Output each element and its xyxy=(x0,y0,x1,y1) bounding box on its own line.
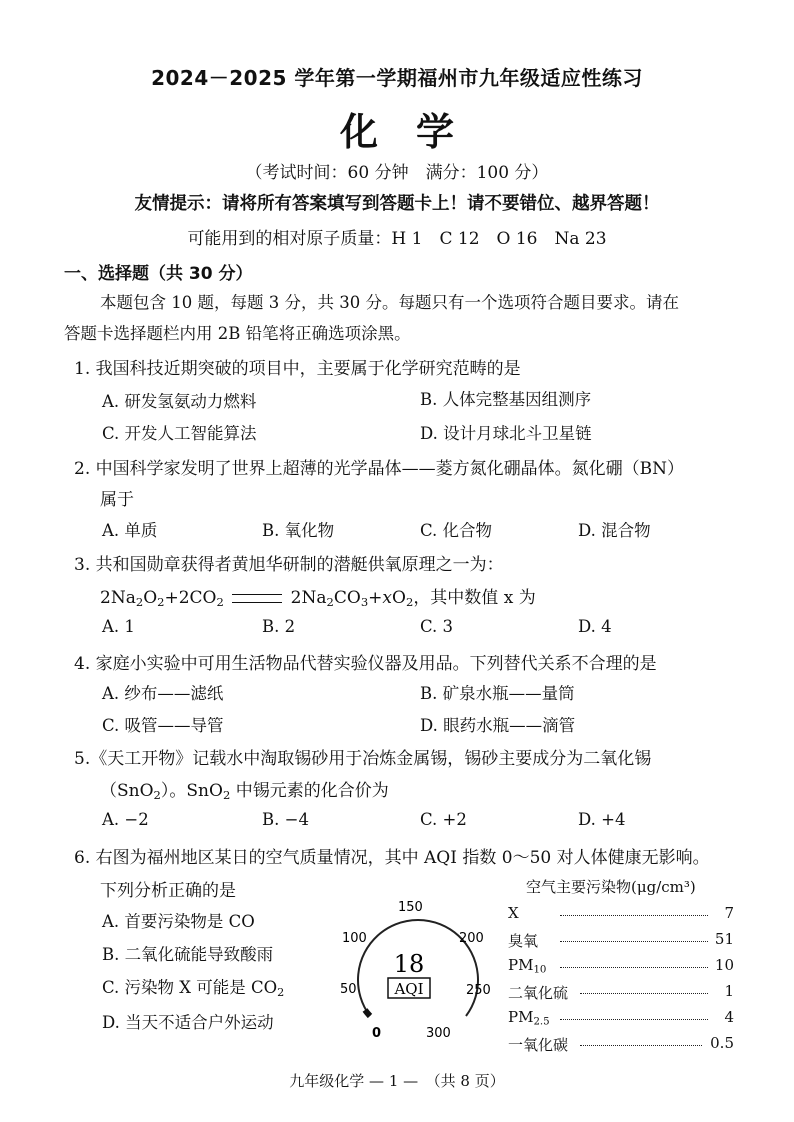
q2-option-d: D. 混合物 xyxy=(578,521,651,540)
page-footer: 九年级化学 — 1 — （共 8 页） xyxy=(289,1072,505,1090)
gauge-tick-50: 50 xyxy=(340,982,357,997)
friendly-tip: 友情提示：请将所有答案填写到答题卡上！请不要错位、越界答题！ xyxy=(134,194,660,214)
pollutant-name: $PM_{2.5}$ xyxy=(508,1008,550,1028)
subject-title: 化 学 xyxy=(339,110,454,154)
question-6-stem-cont: 下列分析正确的是 xyxy=(100,881,236,901)
equation-reactants: $2Na_2O_2+2CO_2$ xyxy=(100,588,224,609)
pollutant-row-pm25 xyxy=(508,1008,734,1030)
question-2-stem-cont: 属于 xyxy=(100,490,134,510)
pollutant-row-ozone xyxy=(508,930,734,952)
question-5-stem-cont: （SnO$_2$）。SnO$_2$ 中锡元素的化合价为 xyxy=(100,781,389,802)
q3-option-b: B. 2 xyxy=(262,617,296,636)
leader-dots xyxy=(580,1045,702,1046)
aqi-gauge xyxy=(332,892,502,1042)
q1-option-b: B. 人体完整基因组测序 xyxy=(420,390,592,409)
leader-dots xyxy=(560,915,708,916)
q5-option-d: D. +4 xyxy=(578,810,626,829)
q1-option-a: A. 研发氢氨动力燃料 xyxy=(102,392,257,411)
q1-option-d: D. 设计月球北斗卫星链 xyxy=(420,424,592,443)
pollutant-value: 0.5 xyxy=(710,1034,734,1052)
q1-option-c: C. 开发人工智能算法 xyxy=(102,424,257,443)
atomic-masses: 可能用到的相对原子质量：H 1 C 12 O 16 Na 23 xyxy=(187,229,607,249)
q4-option-a: A. 纱布——滤纸 xyxy=(102,684,224,703)
q6-option-b: B. 二氧化硫能导致酸雨 xyxy=(102,945,274,964)
gauge-tick-200: 200 xyxy=(459,931,484,946)
pollutant-name: 臭氧 xyxy=(508,932,539,950)
q5-option-b: B. −4 xyxy=(262,810,309,829)
pollutant-row-so2 xyxy=(508,982,734,1004)
leader-dots xyxy=(560,967,708,968)
pollutant-value: 51 xyxy=(714,930,734,948)
pollutant-value: 1 xyxy=(724,982,734,1000)
gauge-tick-100: 100 xyxy=(342,931,367,946)
pollutant-name: 一氧化碳 xyxy=(508,1036,569,1054)
aqi-value: 18 xyxy=(393,950,425,978)
q2-option-b: B. 氧化物 xyxy=(262,521,335,540)
question-3-tail: ，其中数值 x 为 xyxy=(413,588,536,608)
pollutant-name: $PM_{10}$ xyxy=(508,956,547,976)
aqi-label: AQI xyxy=(394,980,424,998)
leader-dots xyxy=(560,941,708,942)
equation-equals-sign xyxy=(232,594,282,603)
section-intro-line2: 答题卡选择题栏内用 2B 铅笔将正确选项涂黑。 xyxy=(64,324,411,343)
question-3-equation xyxy=(100,583,536,609)
question-3-stem: 3. 共和国勋章获得者黄旭华研制的潜艇供氧原理之一为： xyxy=(74,555,504,575)
section-heading: 一、选择题（共 30 分） xyxy=(64,264,253,284)
q3-option-a: A. 1 xyxy=(102,617,135,636)
leader-dots xyxy=(560,1019,708,1020)
question-1-stem: 1. 我国科技近期突破的项目中，主要属于化学研究范畴的是 xyxy=(74,359,521,379)
q3-option-c: C. 3 xyxy=(420,617,454,636)
q3-option-d: D. 4 xyxy=(578,617,612,636)
exam-title: 2024－2025 学年第一学期福州市九年级适应性练习 xyxy=(151,66,643,90)
q6-option-d: D. 当天不适合户外运动 xyxy=(102,1013,274,1032)
q2-option-c: C. 化合物 xyxy=(420,521,493,540)
pollutant-row-pm10 xyxy=(508,956,734,978)
q4-option-d: D. 眼药水瓶——滴管 xyxy=(420,716,576,735)
q6-option-a: A. 首要污染物是 CO xyxy=(102,912,255,931)
gauge-tick-300: 300 xyxy=(426,1026,451,1041)
q4-option-b: B. 矿泉水瓶——量筒 xyxy=(420,684,575,703)
q2-option-a: A. 单质 xyxy=(102,521,158,540)
pollutant-name: X xyxy=(508,904,519,922)
pollutant-list-title: 空气主要污染物(μg/cm³) xyxy=(526,878,696,896)
leader-dots xyxy=(580,993,708,994)
question-2-stem: 2. 中国科学家发明了世界上超薄的光学晶体——菱方氮化硼晶体。氮化硼（BN） xyxy=(74,459,684,479)
pollutant-value: 7 xyxy=(724,904,734,922)
gauge-value-arc xyxy=(365,1010,370,1016)
exam-info: （考试时间：60 分钟 满分：100 分） xyxy=(245,163,549,183)
q5-option-c: C. +2 xyxy=(420,810,467,829)
aqi-gauge-svg xyxy=(332,892,502,1042)
pollutant-value: 10 xyxy=(714,956,734,974)
q4-option-c: C. 吸管——导管 xyxy=(102,716,224,735)
pollutant-row-x xyxy=(508,904,734,926)
question-4-stem: 4. 家庭小实验中可用生活物品代替实验仪器及用品。下列替代关系不合理的是 xyxy=(74,654,657,674)
q5-option-a: A. −2 xyxy=(102,810,149,829)
gauge-tick-250: 250 xyxy=(466,983,491,998)
q6-option-c: C. 污染物 X 可能是 $CO_2$ xyxy=(102,978,285,999)
question-5-stem: 5.《天工开物》记载水中淘取锡砂用于冶炼金属锡，锡砂主要成分为二氧化锡 xyxy=(74,749,652,769)
equation-products: $2Na_2CO_3+xO_2$ xyxy=(290,588,414,609)
gauge-tick-0: 0 xyxy=(372,1026,382,1041)
section-intro-line1: 本题包含 10 题，每题 3 分，共 30 分。每题只有一个选项符合题目要求。请在 xyxy=(100,293,679,312)
question-6-stem: 6. 右图为福州地区某日的空气质量情况，其中 AQI 指数 0～50 对人体健康无影响。 xyxy=(74,848,710,868)
gauge-tick-150: 150 xyxy=(398,900,423,915)
pollutant-name: 二氧化硫 xyxy=(508,984,569,1002)
pollutant-row-co xyxy=(508,1034,734,1056)
pollutant-value: 4 xyxy=(724,1008,734,1026)
